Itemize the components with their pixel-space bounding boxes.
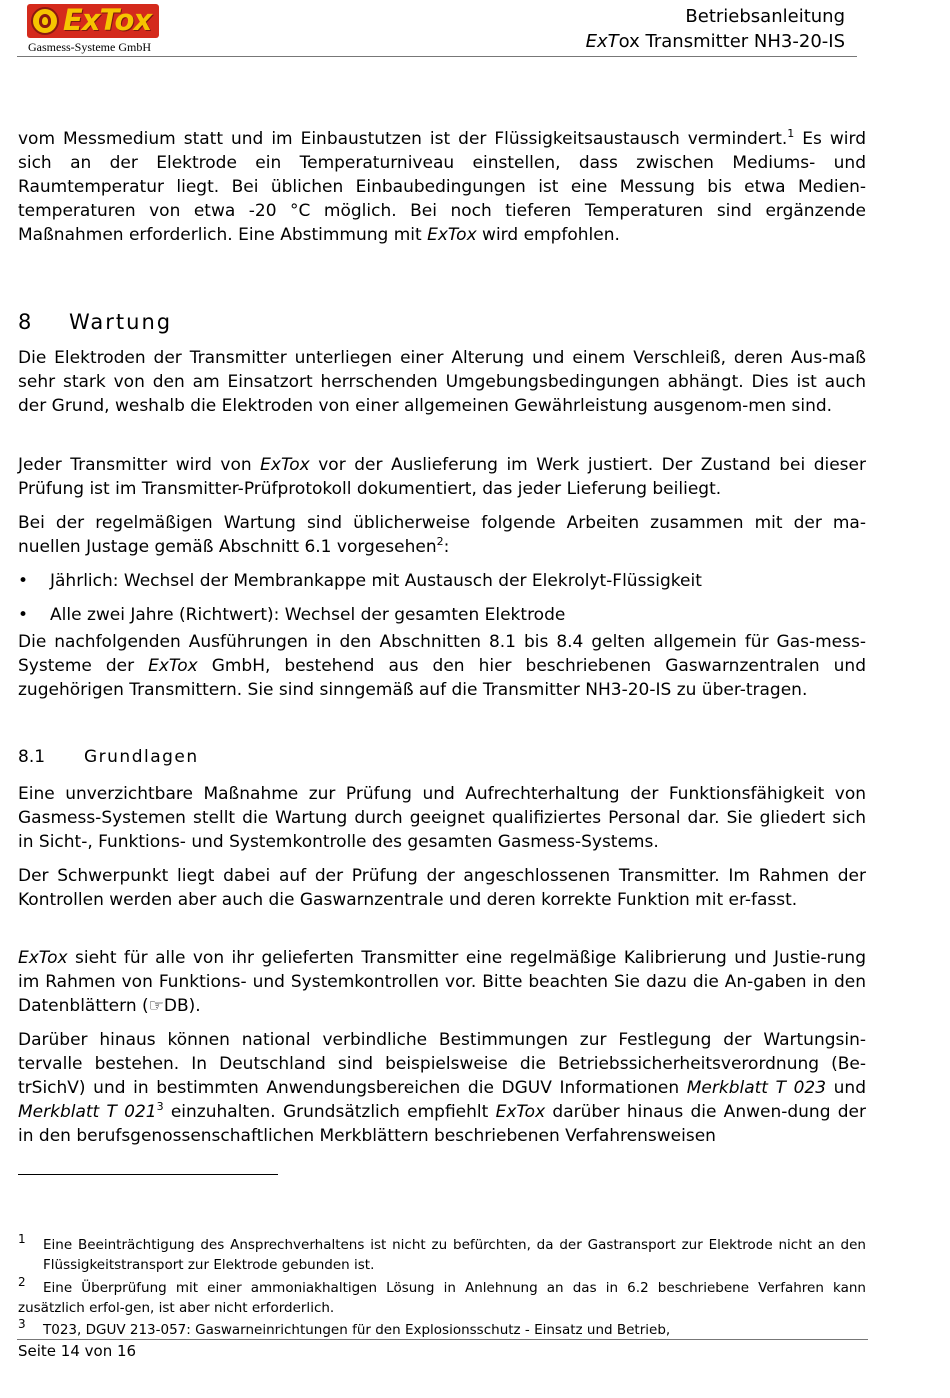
footnote-ref-3: 3: [156, 1100, 164, 1113]
logo-subtitle: Gasmess-Systeme GmbH: [28, 40, 151, 54]
footnote-1: 1 Eine Beeinträchtigung des Ansprechverhaltens ist nicht zu befürchten, da der Gastransport zur Elektrode nicht an den Flüssigkeitstransport zur Elektrode gebunden ist.: [18, 1232, 866, 1273]
footer-divider: [17, 1339, 868, 1340]
footnote-ref-2: 2: [436, 535, 444, 548]
brand-extox: ExTox: [148, 656, 198, 676]
header-title-block: [586, 4, 845, 54]
logo-badge: [27, 4, 159, 38]
footnote-2: 2 Eine Überprüfung mit einer ammoniakhaltigen Lösung in Anlehnung an das in 6.2 beschriebene Verfahren kann zusätzlich erfol-gen, ist aber nicht erforderlich.: [18, 1275, 866, 1316]
paragraph-wartung-1: Die Elektroden der Transmitter unterliegen einer Alterung und einem Verschleiß, deren Aus-maß sehr stark von den am Einsatzort herrschenden Umgebungsbedingungen abhängt. Dies ist auch der Grund, weshalb die Elektroden von einer allgemeinen Gewährleistung ausgenom-men sind.: [18, 348, 866, 416]
merkblatt-t021: Merkblatt T 021: [18, 1102, 157, 1122]
logo-emblem-icon: [31, 7, 59, 35]
bullet-icon: •: [18, 605, 29, 625]
logo-wordmark: ExTox: [63, 3, 152, 37]
footnote-ref-1: 1: [787, 127, 795, 140]
brand-extox: ExTox: [260, 455, 310, 475]
paragraph-grundlagen-2: Der Schwerpunkt liegt dabei auf der Prüfung der angeschlossenen Transmitter. Im Rahmen der Kontrollen werden aber auch die Gaswarnzentrale und deren korrekte Funktion mit er-fasst.: [18, 866, 866, 910]
paragraph-wartung-4: Die nachfolgenden Ausführungen in den Abschnitten 8.1 bis 8.4 gelten allgemein für Gas-mess-Systeme der ExTox GmbH, bestehend aus den hier beschriebenen Gaswarnzentralen und zugehörigen Transmittern. Sie sind sinngemäß auf die Transmitter NH3-20-IS zu über-tragen.: [18, 632, 866, 700]
doc-type: Betriebsanleitung: [685, 6, 845, 27]
paragraph-grundlagen-1: Eine unverzichtbare Maßnahme zur Prüfung und Aufrechterhaltung der Funktionsfähigkeit von Gasmess-Systemen stellt die Wartung durch geeignet qualifiziertes Personal dar. Sie gliedert sich in Sicht-, Funktions- und Systemkontrolle des gesamten Gasmess-Systems.: [18, 784, 866, 852]
footnote-separator: [18, 1174, 278, 1175]
paragraph-intro: vom Messmedium statt und im Einbaustutzen ist der Flüssigkeitsaustausch vermindert.$^1$ Es wird sich an der Elektrode ein Temperaturniveau einstellen, dass zwischen Mediums- und Raumtemperatur liegt. Bei üblichen Einbaubedingungen ist eine Messung bis etwa Medien-temperaturen von etwa -20 °C möglich. Bei noch tieferen Temperaturen sind ergänzende Maßnahmen erforderlich. Eine Abstimmung mit ExTox wird empfohlen.: [18, 127, 866, 245]
bullet-icon: •: [18, 571, 29, 591]
brand-extox: ExTox: [495, 1102, 546, 1122]
paragraph-grundlagen-3: ExTox sieht für alle von ihr gelieferten Transmitter eine regelmäßige Kalibrierung und Justie-rung im Rahmen von Funktions- und Systemkontrollen vor. Bitte beachten Sie dazu die An-gaben in den Datenblättern (☞DB).: [18, 948, 866, 1016]
extox-logo: [27, 4, 167, 54]
section-heading-8: 8 Wartung: [18, 310, 173, 334]
merkblatt-t023: Merkblatt T 023: [686, 1078, 827, 1098]
brand-extox: ExTox: [18, 948, 68, 968]
paragraph-wartung-3: Bei der regelmäßigen Wartung sind üblicherweise folgende Arbeiten zusammen mit der ma-nuellen Justage gemäß Abschnitt 6.1 vorgesehen$^2$:: [18, 513, 866, 557]
product-title: ExTox Transmitter NH3-20-IS: [585, 31, 845, 52]
paragraph-wartung-2: Jeder Transmitter wird von ExTox vor der Auslieferung im Werk justiert. Der Zustand bei dieser Prüfung ist im Transmitter-Prüfprotokoll dokumentiert, das jeder Lieferung beiliegt.: [18, 455, 866, 499]
brand-extox: ExTox: [427, 225, 477, 245]
footnote-3: 3 T023, DGUV 213-057: Gaswarneinrichtungen für den Explosionsschutz - Einsatz und Betrieb,: [18, 1317, 671, 1338]
pointing-hand-icon: ☞: [148, 996, 164, 1016]
paragraph-grundlagen-4: Darüber hinaus können national verbindliche Bestimmungen zur Festlegung der Wartungsin-tervalle bestehen. In Deutschland sind beispielsweise die Betriebssicherheitsverordnung (Be-trSichV) und in bestimmten Anwendungsbereichen die DGUV Informationen Merkblatt T 023 und Merkblatt T $021^3$ einzuhalten. Grundsätzlich empfiehlt ExTox darüber hinaus die Anwen-dung der in den berufsgenossenschaftlichen Merkblättern beschriebenen Verfahrensweisen: [18, 1030, 866, 1146]
section-heading-8-1: 8.1 Grundlagen: [18, 747, 199, 767]
header-divider: [17, 56, 857, 57]
page-number: Seite 14 von 16: [18, 1342, 137, 1360]
